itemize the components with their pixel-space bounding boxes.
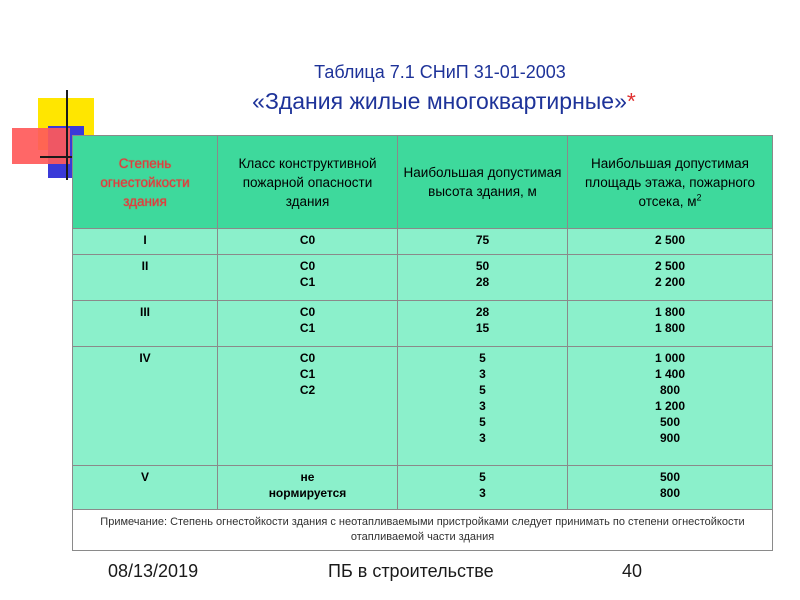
cell-class-value: нормируется (268, 486, 347, 500)
cell-degree: II (73, 255, 218, 301)
cell-area (568, 347, 773, 466)
cell-class (218, 229, 398, 255)
cell-height-value: 5 (479, 415, 486, 429)
cell-area-value: 1 400 (654, 367, 686, 381)
cell-degree: I (73, 229, 218, 255)
header-class: Класс конструктивной пожарной опасности здания (218, 136, 398, 229)
cell-class-value: С1 (299, 321, 316, 335)
cell-height-value: 15 (475, 321, 490, 335)
footer-date: 08/13/2019 (108, 561, 199, 581)
table-note: Примечание: Степень огнестойкости здания с неотапливаемыми пристройками следует принимать по степени огнестойкости отапливаемой части здания (73, 510, 773, 551)
cell-area-value: 1 800 (654, 305, 686, 319)
cell-area-value: 2 500 (654, 233, 686, 247)
cell-height (398, 347, 568, 466)
footer-subject: ПБ в строительстве (328, 561, 494, 581)
fire-resistance-table-container (72, 135, 772, 551)
table-note-row (73, 510, 773, 551)
cell-height-value: 3 (479, 399, 486, 413)
cell-class (218, 347, 398, 466)
cell-class-value: С0 (299, 351, 316, 365)
cell-height (398, 301, 568, 347)
cell-degree: IV (73, 347, 218, 466)
cell-class-value: С0 (299, 259, 316, 273)
cell-class (218, 466, 398, 510)
cell-area-value: 800 (659, 383, 681, 397)
cell-class-value: С2 (299, 383, 316, 397)
cell-height-value: 3 (479, 486, 486, 500)
cell-height (398, 255, 568, 301)
header-height: Наибольшая допустимая высота здания, м (398, 136, 568, 229)
cell-area-value: 1 000 (654, 351, 686, 365)
table-row (73, 466, 773, 510)
cell-area-value: 2 500 (654, 259, 686, 273)
cell-area-value: 500 (659, 470, 681, 484)
cell-height-value: 75 (475, 233, 490, 247)
cell-area (568, 466, 773, 510)
cell-class-value: С0 (299, 233, 316, 247)
cell-class (218, 301, 398, 347)
cell-area (568, 255, 773, 301)
cell-area-value: 500 (659, 415, 681, 429)
cell-degree: V (73, 466, 218, 510)
cell-class-value: С1 (299, 275, 316, 289)
cell-area (568, 301, 773, 347)
cell-area-value: 1 800 (654, 321, 686, 335)
cell-class (218, 255, 398, 301)
cell-height-value: 28 (475, 275, 490, 289)
table-row (73, 229, 773, 255)
cell-class-value: С1 (299, 367, 316, 381)
footer-page-number: 40 (622, 561, 643, 581)
cell-height-value: 50 (475, 259, 490, 273)
header-area-sup: 2 (696, 192, 702, 202)
table-row (73, 347, 773, 466)
table-row (73, 255, 773, 301)
header-degree: Степень огнестойкости здания (73, 136, 218, 229)
cell-height-value: 28 (475, 305, 490, 319)
table-header-row (73, 136, 773, 229)
asterisk-mark: * (626, 88, 636, 114)
cell-height-value: 3 (479, 431, 486, 445)
cell-height-value: 3 (479, 367, 486, 381)
header-area (568, 136, 773, 229)
decor-red-square (12, 128, 70, 164)
header-area-text: Наибольшая допустимая площадь этажа, пожарного отсека, м (584, 155, 756, 209)
cell-height (398, 466, 568, 510)
cell-degree: III (73, 301, 218, 347)
cell-height-value: 5 (479, 351, 486, 365)
table-body (73, 229, 773, 510)
cell-class-value: С0 (299, 305, 316, 319)
slide-title-line2 (0, 88, 800, 115)
cell-height (398, 229, 568, 255)
slide-title-text: «Здания жилые многоквартирные» (252, 88, 627, 114)
cell-height-value: 5 (479, 383, 486, 397)
cell-area-value: 1 200 (654, 399, 686, 413)
cell-area (568, 229, 773, 255)
fire-resistance-table (72, 135, 773, 551)
slide-title-line1: Таблица 7.1 СНиП 31-01-2003 (314, 62, 566, 82)
cell-area-value: 2 200 (654, 275, 686, 289)
cell-area-value: 800 (659, 486, 681, 500)
table-row (73, 301, 773, 347)
cell-height-value: 5 (479, 470, 486, 484)
cell-class-value: не (300, 470, 315, 484)
cell-area-value: 900 (659, 431, 681, 445)
